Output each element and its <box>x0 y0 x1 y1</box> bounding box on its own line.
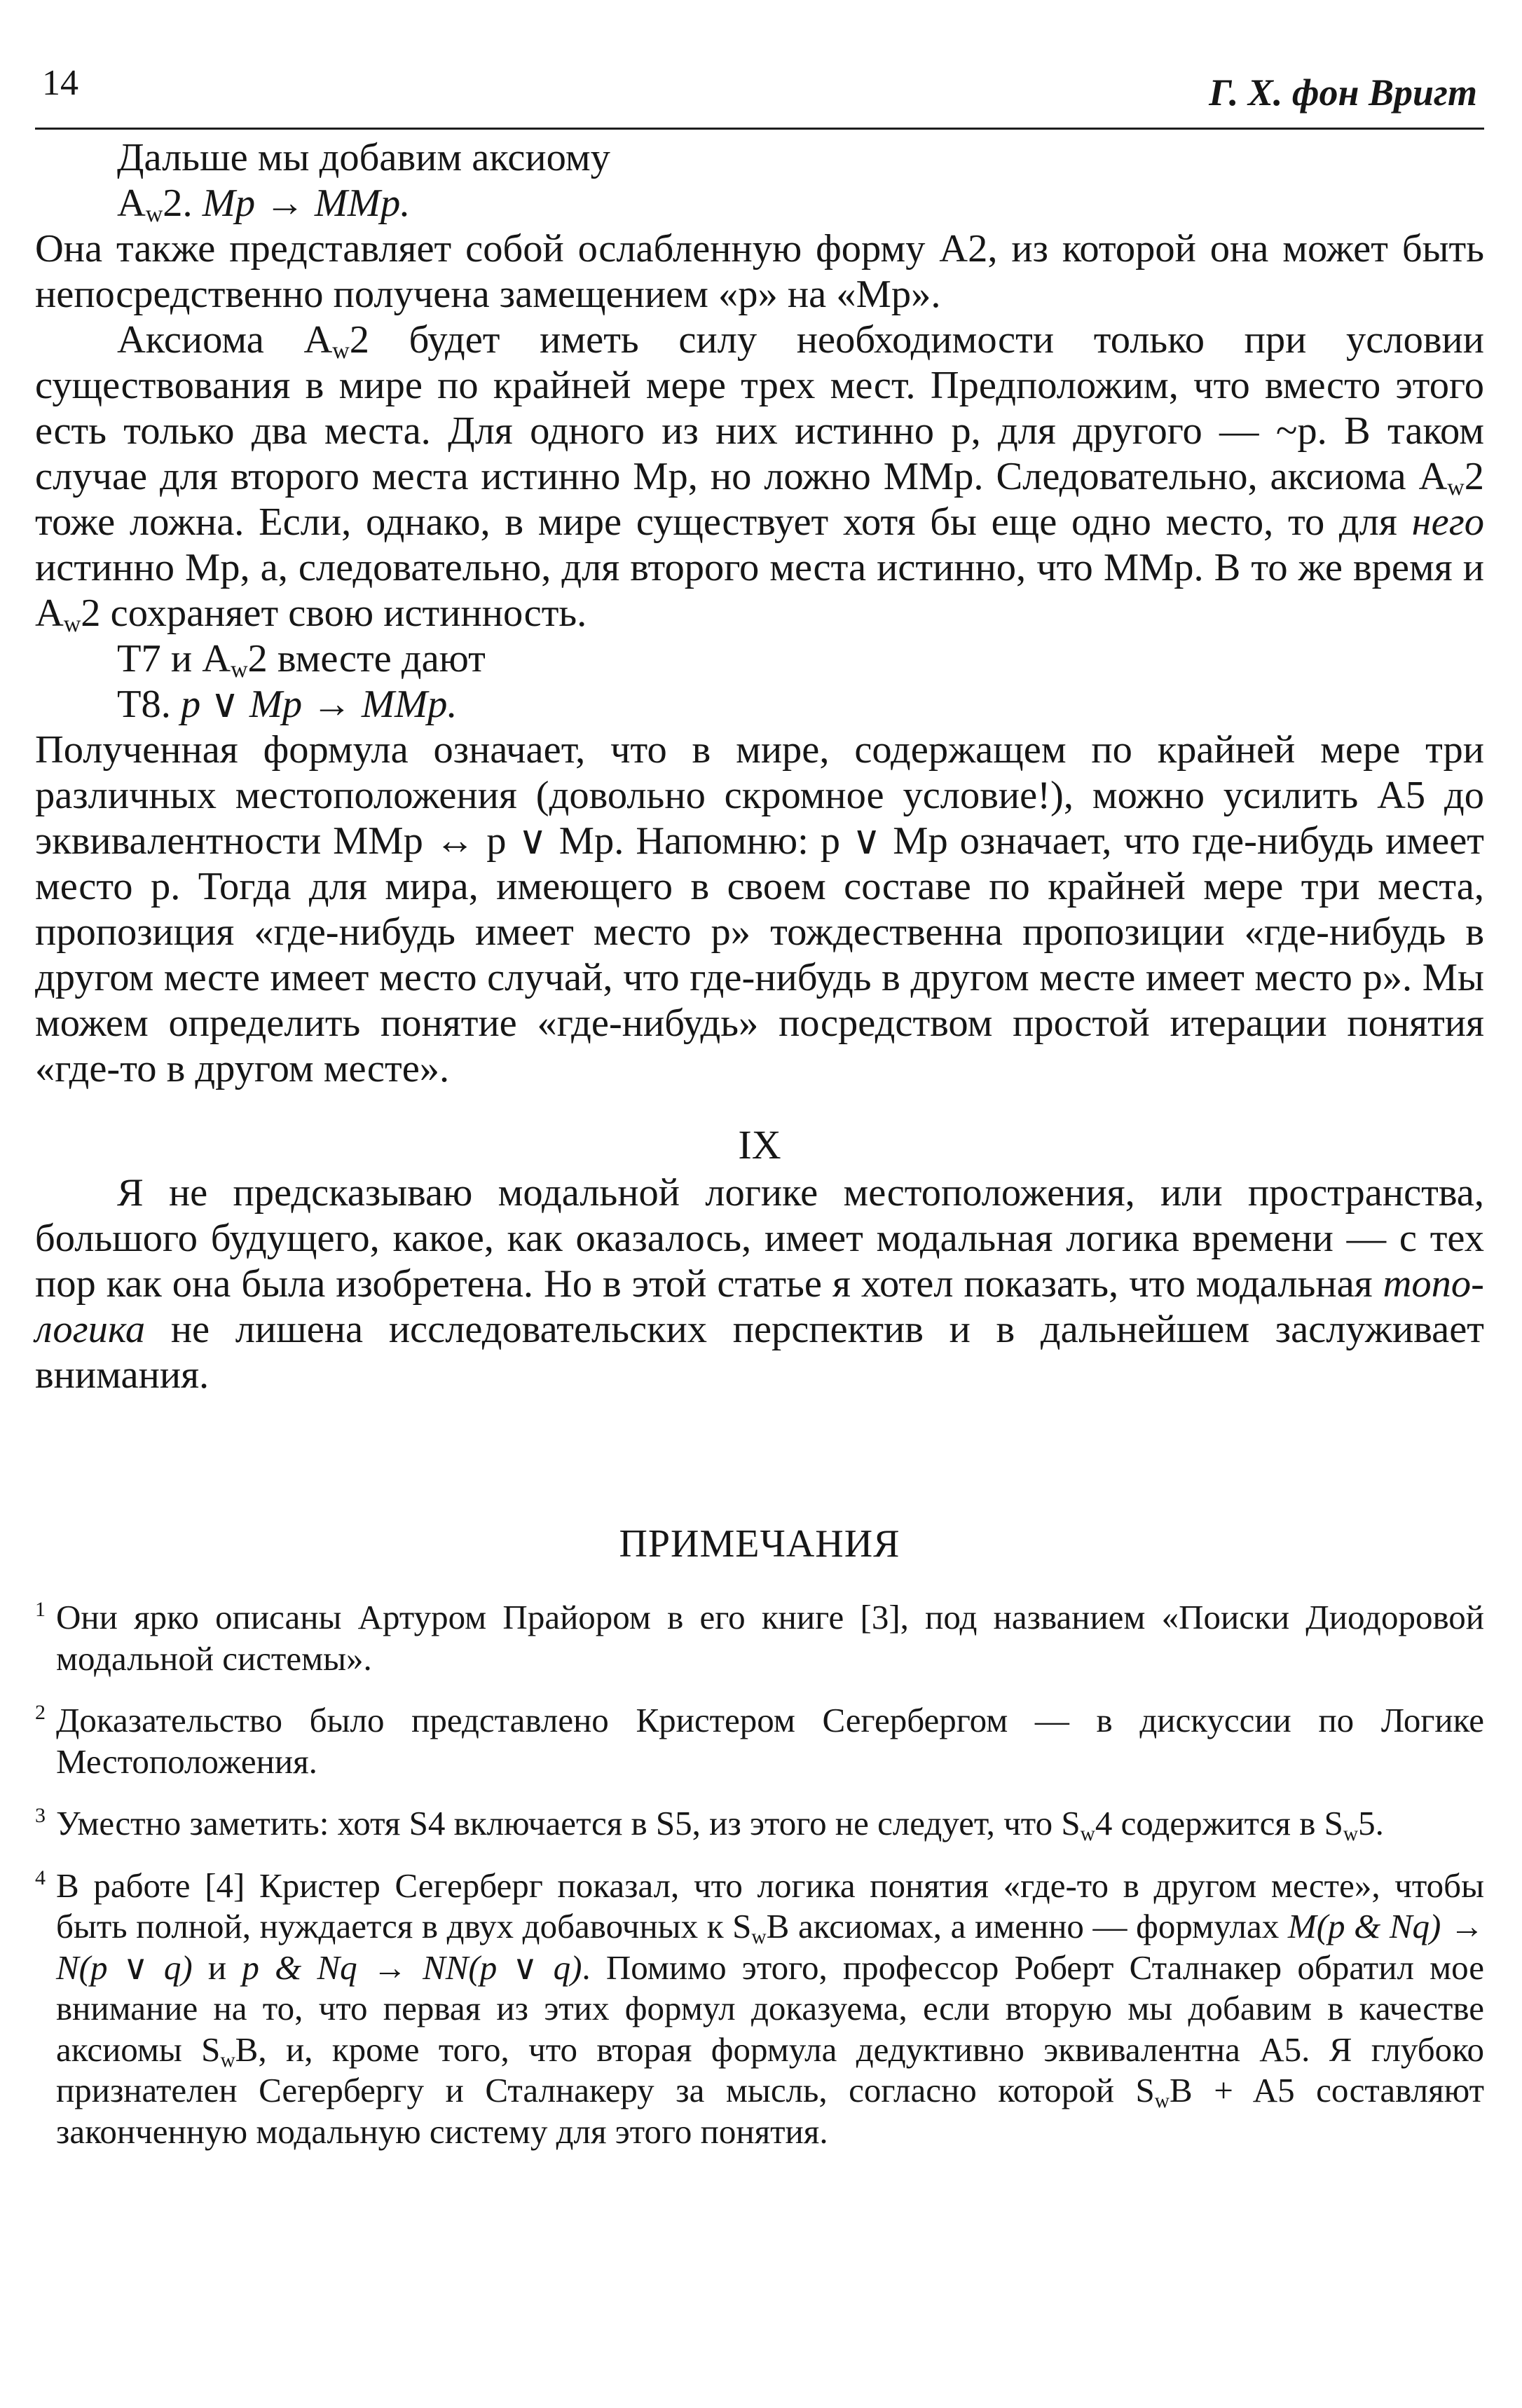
paragraph-conclusion: Я не предсказываю модальной логике местоположения, или пространства, большого будущего, какое, как оказалось, имеет модальная логика времени — с тех пор как она была изобретена. Но в этой статье я хотел показать, что модальная топо-логика не лишена исследовательских перспектив и в дальнейшем заслуживает внимания. <box>35 1171 1484 1397</box>
paragraph-three-places: Аксиома $A_w2$ будет иметь силу необходимости только при условии существования в мире по крайней мере трех мест. Предположим, что вместо этого есть только два места. Для одного из них истинно p, для другого — ~p. В таком случае для второго места истинно Mp, но ложно MMp. Следовательно, аксиома $A_w2$ тоже ложна. Если, однако, в мире существует хотя бы еще одно место, то для него истинно Mp, а, следовательно, для второго места истинно, что MMp. В то же время и $A_w2$ сохраняет свою истинность. <box>35 318 1484 637</box>
section-heading-ix: IX <box>738 1122 781 1168</box>
running-head <box>35 60 1484 130</box>
note-formula-2: p & Nq → NN(p ∨ q) <box>242 1948 582 1987</box>
book-page <box>35 60 1484 2173</box>
note-3: 3 Уместно заметить: хотя S4 включается в S5, из этого не следует, что $S_w4$ содержится в $S_w5$. <box>35 1804 1384 1845</box>
page-number: 14 <box>42 63 78 103</box>
paragraph-resulting-formula: Полученная формула означает, что в мире, содержащем по крайней мере три различных местоположения (довольно скромное условие!), можно усилить A5 до эквивалентности MMp ↔ p ∨ Mp. Напомню: p ∨ Mp означает, что где-нибудь имеет место p. Тогда для мира, имеющего в своем составе по крайней мере три места, пропозиция «где-нибудь имеет место p» тождественна пропозиции «где-нибудь в другом месте имеет место случай, что где-нибудь в другом месте имеет место p». Мы можем определить понятие «где-нибудь» посредством простой итерации понятия «где-то в другом месте». <box>35 728 1484 1090</box>
emphasis-word: него <box>1411 500 1484 544</box>
main-text <box>35 130 1484 1398</box>
note-4: 4 В работе [4] Кристер Сегерберг показал, что логика понятия «где-то в другом месте», чтобы быть полной, нуждается в двух добавочных к $S_wB$ аксиомах, а именно — формулах M(p & Nq) → N(p ∨ q) и p & Nq → NN(p ∨ q). Помимо этого, профессор Роберт Сталнакер обратил мое внимание на то, что первая из этих формул доказуема, если вторую мы добавим в качестве аксиомы $S_wB$, и, кроме того, что вторая формула дедуктивно эквивалентна A5. Я глубоко признателен Сегербергу и Сталнакеру за мысль, согласно которой $S_wB + A5$ составляют законченную модальную систему для этого понятия. <box>35 1866 1485 2151</box>
axiom-formula: Mp → MMp. <box>202 182 411 225</box>
emphasis-topo-logic: топо-логика <box>35 1262 1484 1351</box>
paragraph-weakened-form: Она также представляет собой ослабленную форму A2, из которой она может быть непосредственно получена замещением «p» на «Mp». <box>35 227 1484 316</box>
paragraph-t7-together: T7 и $A_w2$ вместе дают <box>117 637 486 683</box>
note-1: 1 Они ярко описаны Артуром Прайором в его книге [3], под названием «Поиски Диодоровой модальной системы». <box>35 1598 1484 1678</box>
notes-list <box>35 1597 1484 2152</box>
note-formula-1: M(p & Nq) → N(p ∨ q) <box>56 1907 1485 1987</box>
axiom-aw2 <box>35 181 1484 226</box>
theorem-t8 <box>35 682 1484 727</box>
theorem-label: T8. <box>117 683 171 726</box>
theorem-formula: p ∨ Mp → MMp. <box>181 683 458 726</box>
notes-heading: ПРИМЕЧАНИЯ <box>619 1522 900 1566</box>
running-head-author: Г. Х. фон Вригт <box>1209 71 1477 114</box>
paragraph-axiom-intro: Дальше мы добавим аксиому <box>117 136 610 179</box>
note-2: 2 Доказательство было представлено Кристером Сегербергом — в дискуссии по Логике Местоположения. <box>35 1701 1484 1781</box>
axiom-label: $A_w2$. <box>117 182 193 227</box>
